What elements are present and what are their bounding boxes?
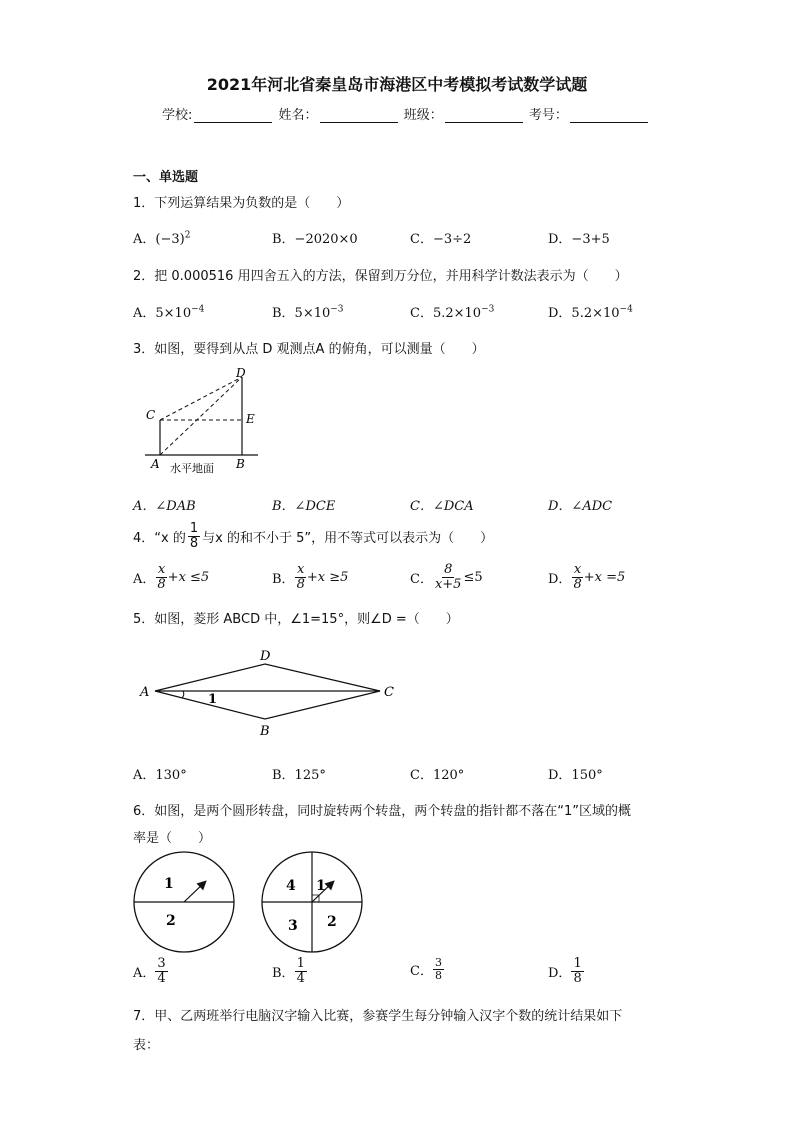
q5-option-c: C．120°: [410, 768, 465, 783]
class-blank: [445, 110, 523, 123]
label-c: C: [146, 408, 156, 422]
angle-arc: [182, 691, 184, 698]
label-b: B: [260, 724, 270, 739]
q5-option-d: D．150°: [548, 768, 603, 783]
q1-option-d: D．−3+5: [548, 232, 610, 247]
q7-stem-line1: 7．甲、乙两班举行电脑汉字输入比赛，参赛学生每分钟输入汉字个数的统计结果如下: [133, 1009, 623, 1024]
q6-option-d: D． $\frac{1}{8}$: [548, 956, 582, 987]
label-c: C: [384, 685, 394, 700]
name-label: 姓名：: [278, 108, 318, 123]
class-label: 班级：: [403, 108, 443, 123]
q6-option-c: C． $\frac{3}{8}$: [410, 956, 442, 983]
left-region-2: 2: [166, 913, 176, 929]
right-region-1: 1: [316, 878, 326, 894]
angle-label: 1: [208, 692, 218, 707]
left-region-1: 1: [164, 876, 174, 892]
label-b: B: [236, 457, 245, 471]
left-pointer: [184, 882, 205, 902]
q5-figure: [135, 643, 405, 741]
number-blank: [570, 110, 648, 123]
right-region-2: 2: [327, 914, 337, 930]
q2-option-b: B．$5\times 10^{-3}$: [272, 304, 344, 321]
label-d: D: [236, 366, 246, 380]
q5-stem: 5．如图，菱形 ABCD 中，∠1=15°，则∠D =（ ）: [133, 612, 459, 627]
q6-figure: [130, 850, 370, 960]
school-blank: [194, 110, 272, 123]
line-cd: [160, 377, 242, 420]
right-region-3: 3: [288, 918, 298, 934]
line-ad: [160, 377, 242, 455]
q3-option-d: D．∠ADC: [548, 499, 613, 514]
label-d: D: [260, 649, 271, 664]
number-label: 考号：: [528, 108, 568, 123]
q1-option-c: C．−3÷2: [410, 232, 472, 247]
q6-option-a: A． $\frac{3}{4}$: [133, 956, 166, 987]
q2-option-a: A．$5\times 10^{-4}$: [133, 304, 205, 321]
page-title: 2021年河北省秦皇岛市海港区中考模拟考试数学试题: [206, 75, 588, 94]
q6-stem-line1: 6．如图，是两个圆形转盘，同时旋转两个转盘，两个转盘的指针都不落在“1”区域的概: [133, 804, 632, 819]
q3-figure: [140, 365, 270, 480]
q6-stem-line2: 率是（ ）: [133, 831, 212, 846]
q6-option-b: B． $\frac{1}{4}$: [272, 956, 305, 987]
q3-option-b: B．∠DCE: [272, 499, 336, 514]
q4-stem: 4．“x 的 $\frac{1}{8}$ 与x 的和不小于 5”，用不等式可以表示为（ ）: [133, 521, 494, 552]
school-label: 学校:: [162, 108, 193, 123]
q4-option-b: B． $\frac{x}{8}$ +x ≥5: [272, 562, 349, 593]
q3-option-c: C．∠DCA: [410, 499, 474, 514]
label-a: A: [151, 457, 160, 471]
label-a: A: [140, 685, 150, 700]
name-blank: [320, 110, 398, 123]
q5-option-b: B．125°: [272, 768, 326, 783]
q2-option-d: D．$5.2\times 10^{-4}$: [548, 304, 633, 321]
q4-option-c: C． $\frac{8}{x+5}$ ≤5: [410, 562, 483, 593]
q3-stem: 3．如图，要得到从点 D 观测点A 的俯角，可以测量（ ）: [133, 342, 485, 357]
q2-option-c: C．$5.2\times 10^{-3}$: [410, 304, 495, 321]
q1-stem: 1．下列运算结果为负数的是（ ）: [133, 196, 350, 211]
student-info: [162, 104, 650, 123]
q2-stem: 2．把 0.000516 用四舍五入的方法，保留到万分位，并用科学计数法表示为（ ）: [133, 269, 628, 284]
q5-option-a: A．130°: [133, 768, 187, 783]
section-heading: 一、单选题: [133, 170, 199, 185]
q3-option-a: A．∠DAB: [133, 499, 196, 514]
q1-option-a: A．$(-3)^2$: [133, 230, 191, 247]
q7-stem-line2: 表：: [133, 1038, 160, 1053]
ground-label: 水平地面: [170, 462, 214, 475]
right-region-4: 4: [286, 878, 296, 894]
label-e: E: [246, 412, 255, 426]
q4-option-a: A． $\frac{x}{8}$ +x ≤5: [133, 562, 210, 593]
q4-option-d: D． $\frac{x}{8}$ +x =5: [548, 562, 626, 593]
q1-option-b: B．−2020×0: [272, 232, 358, 247]
